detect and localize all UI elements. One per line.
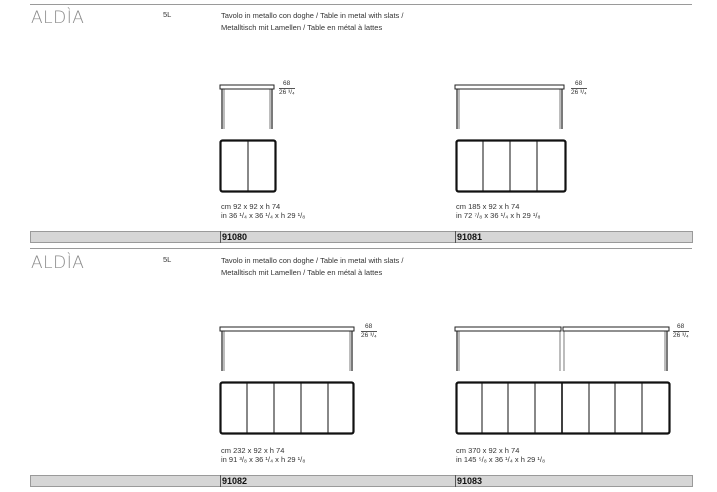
height-cm: 68	[283, 80, 291, 87]
height-label	[279, 80, 295, 97]
product-code: 91083	[457, 476, 483, 486]
table-side-view-drawing	[453, 326, 673, 372]
table-side-view-drawing	[218, 84, 278, 130]
dimensions-cm: cm 185 x 92 x h 74	[456, 202, 520, 211]
dimensions-in: in 36 ¹/₄ x 36 ¹/₄ x h 29 ¹/₈	[221, 211, 306, 220]
brand-name: ALDÌA	[31, 253, 85, 273]
table-top-view-drawing	[219, 381, 355, 435]
description-line: Metalltisch mit Lamellen / Table en métal à lattes	[221, 268, 383, 277]
height-in: 26 ³/₄	[361, 332, 377, 339]
product-section-1	[0, 0, 717, 245]
product-code: 91080	[222, 232, 248, 242]
height-in: 26 ³/₄	[279, 89, 295, 96]
dimensions-cm: cm 92 x 92 x h 74	[221, 202, 281, 211]
dimensions-in: in 145 ⁵/₈ x 36 ¹/₄ x h 29 ¹/₈	[456, 455, 546, 464]
model-code: 5L	[163, 255, 172, 264]
dimensions-in: in 91 ³/₈ x 36 ¹/₄ x h 29 ¹/₈	[221, 455, 306, 464]
description-line: Metalltisch mit Lamellen / Table en métal à lattes	[221, 23, 383, 32]
dimensions-in: in 72 ⁷/₈ x 36 ¹/₄ x h 29 ¹/₈	[456, 211, 541, 220]
description-line: Tavolo in metallo con doghe / Table in metal with slats /	[221, 256, 404, 265]
height-cm: 68	[365, 323, 373, 330]
height-cm: 68	[677, 323, 685, 330]
height-label	[571, 80, 587, 97]
table-top-view-drawing	[455, 381, 671, 435]
description-line: Tavolo in metallo con doghe / Table in metal with slats /	[221, 11, 404, 20]
product-code-bar	[30, 475, 693, 487]
table-top-view-drawing	[455, 139, 567, 193]
model-code: 5L	[163, 10, 172, 19]
height-in: 26 ³/₄	[673, 332, 689, 339]
product-code-bar	[30, 231, 693, 243]
table-top-view-drawing	[219, 139, 277, 193]
product-section-2	[0, 245, 717, 490]
dimensions-cm: cm 370 x 92 x h 74	[456, 446, 520, 455]
product-code: 91082	[222, 476, 248, 486]
section-top-rule	[30, 4, 692, 5]
table-side-view-drawing	[453, 84, 568, 130]
product-code: 91081	[457, 232, 483, 242]
height-label	[673, 323, 689, 340]
section-top-rule	[30, 248, 692, 249]
product-description	[221, 255, 481, 279]
dimensions	[456, 446, 545, 464]
table-side-view-drawing	[218, 326, 358, 372]
product-description	[221, 10, 481, 34]
dimensions	[456, 202, 541, 220]
height-cm: 68	[575, 80, 583, 87]
dimensions	[221, 202, 305, 220]
brand-name: ALDÌA	[31, 8, 85, 28]
dimensions	[221, 446, 305, 464]
height-in: 26 ³/₄	[571, 89, 587, 96]
dimensions-cm: cm 232 x 92 x h 74	[221, 446, 285, 455]
height-label	[361, 323, 377, 340]
